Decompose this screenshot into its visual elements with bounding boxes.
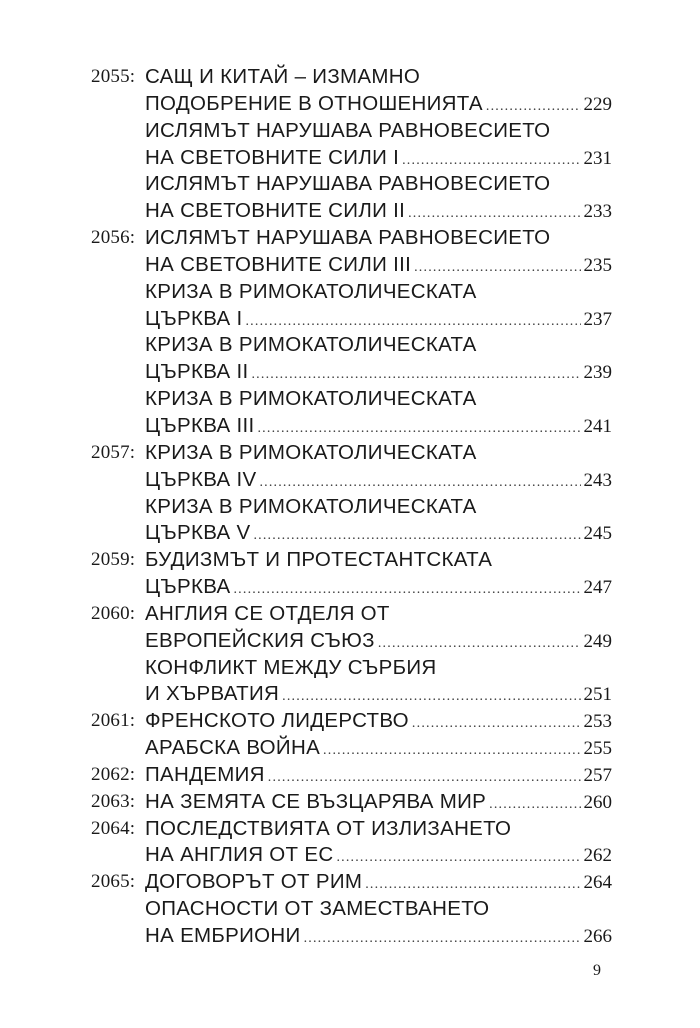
- toc-line: [91, 198, 612, 225]
- toc-title: КОНФЛИКТ МЕЖДУ СЪРБИЯ: [145, 655, 437, 679]
- toc-line: [91, 708, 612, 735]
- toc-page-number: 231: [583, 147, 612, 169]
- toc-line: [91, 628, 612, 655]
- toc-entry: [145, 440, 612, 467]
- toc-line: [91, 145, 612, 172]
- toc-line: [91, 171, 612, 198]
- toc-page-number: 266: [583, 926, 612, 947]
- toc-entry: [145, 735, 612, 765]
- toc-leader-dots: [282, 684, 580, 711]
- toc-page-number: 247: [583, 577, 612, 599]
- toc-entry: [145, 198, 612, 228]
- toc-year: 2064:: [91, 817, 136, 839]
- toc-line: [91, 225, 612, 252]
- toc-year: 2062:: [91, 763, 136, 785]
- toc-entry: [145, 655, 612, 682]
- toc-title: ИСЛЯМЪТ НАРУШАВА РАВНОВЕСИЕТО: [145, 172, 551, 196]
- toc-page-number: 245: [583, 523, 612, 545]
- toc-leader-dots: [336, 845, 580, 872]
- toc-line: [91, 252, 612, 279]
- toc-title: НА ЗЕМЯТА СЕ ВЪЗЦАРЯВА МИР: [145, 789, 487, 813]
- toc-line: [91, 359, 612, 386]
- toc-line: [91, 306, 612, 333]
- toc-line: [91, 279, 612, 306]
- toc-title: НА СВЕТОВНИТЕ СИЛИ II: [145, 199, 406, 223]
- toc-year: 2061:: [91, 710, 136, 732]
- toc-entry: [145, 332, 612, 359]
- toc-leader-dots: [365, 872, 580, 899]
- toc-title: КРИЗА В РИМОКАТОЛИЧЕСКАТА: [145, 333, 477, 357]
- toc-entry: [145, 225, 612, 252]
- toc-entry: [145, 601, 612, 628]
- toc-title: ЦЪРКВА IV: [145, 467, 257, 491]
- toc-title: ЦЪРКВА III: [145, 413, 255, 437]
- toc-line: [91, 413, 612, 440]
- toc-leader-dots: [259, 470, 580, 497]
- toc-page-number: 262: [583, 845, 612, 867]
- toc-entry: [145, 145, 612, 175]
- toc-line: [91, 547, 612, 574]
- toc-title: КРИЗА В РИМОКАТОЛИЧЕСКАТА: [145, 440, 477, 464]
- toc-line: [91, 816, 612, 843]
- toc-line: [91, 789, 612, 816]
- toc-leader-dots: [257, 416, 580, 443]
- page-number: 9: [593, 962, 601, 979]
- toc-title: АРАБСКА ВОЙНА: [145, 736, 321, 760]
- toc-title: НА СВЕТОВНИТЕ СИЛИ I: [145, 145, 400, 169]
- toc-entry: [145, 386, 612, 413]
- toc-line: [91, 118, 612, 145]
- toc-title: АНГЛИЯ СЕ ОТДЕЛЯ ОТ: [145, 601, 390, 625]
- toc-line: [91, 762, 612, 789]
- toc-line: [91, 332, 612, 359]
- toc-title: ДОГОВОРЪТ ОТ РИМ: [145, 870, 363, 894]
- toc-page-number: 229: [583, 93, 612, 115]
- toc-title: КРИЗА В РИМОКАТОЛИЧЕСКАТА: [145, 279, 477, 303]
- toc-entry: [145, 494, 612, 521]
- toc-entry: [145, 869, 612, 899]
- toc-leader-dots: [489, 792, 580, 819]
- table-of-contents: [91, 64, 612, 950]
- toc-leader-dots: [378, 631, 581, 658]
- toc-year: 2055:: [91, 66, 136, 87]
- toc-line: [91, 494, 612, 521]
- toc-year: 2057:: [91, 441, 136, 463]
- toc-entry: [145, 896, 612, 923]
- toc-entry: [145, 118, 612, 145]
- toc-entry: [145, 520, 612, 550]
- toc-leader-dots: [323, 738, 580, 765]
- toc-line: [91, 601, 612, 628]
- toc-entry: [145, 708, 612, 738]
- toc-line: [91, 440, 612, 467]
- toc-entry: [145, 64, 612, 91]
- toc-title: ЦЪРКВА V: [145, 521, 251, 545]
- toc-title: НА АНГЛИЯ ОТ ЕС: [145, 843, 334, 867]
- toc-leader-dots: [304, 926, 581, 953]
- toc-page-number: 260: [583, 791, 612, 813]
- toc-page-number: 249: [583, 630, 612, 652]
- toc-title: ЦЪРКВА I: [145, 306, 243, 330]
- toc-entry: [145, 171, 612, 198]
- toc-year: 2059:: [91, 549, 136, 571]
- toc-entry: [145, 816, 612, 843]
- toc-leader-dots: [245, 309, 580, 336]
- toc-title: НА ЕМБРИОНИ: [145, 924, 301, 947]
- toc-page-number: 251: [583, 684, 612, 706]
- toc-title: ИСЛЯМЪТ НАРУШАВА РАВНОВЕСИЕТО: [145, 118, 551, 142]
- toc-title: ПОДОБРЕНИЕ В ОТНОШЕНИЯТА: [145, 91, 483, 115]
- toc-title: ЦЪРКВА: [145, 575, 231, 599]
- toc-line: [91, 842, 612, 869]
- toc-title: ЦЪРКВА II: [145, 360, 249, 384]
- toc-year: 2065:: [91, 871, 136, 893]
- toc-leader-dots: [268, 765, 581, 792]
- toc-title: ИСЛЯМЪТ НАРУШАВА РАВНОВЕСИЕТО: [145, 226, 551, 250]
- toc-line: [91, 574, 612, 601]
- toc-title: БУДИЗМЪТ И ПРОТЕСТАНТСКАТА: [145, 548, 493, 572]
- toc-page-number: 235: [583, 254, 612, 276]
- toc-title: ПОСЛЕДСТВИЯТА ОТ ИЗЛИЗАНЕТО: [145, 816, 512, 840]
- toc-line: [91, 386, 612, 413]
- toc-title: ФРЕНСКОТО ЛИДЕРСТВО: [145, 709, 409, 733]
- toc-entry: [145, 681, 612, 711]
- toc-title: САЩ И КИТАЙ – ИЗМАМНО: [145, 65, 421, 88]
- toc-title: ПАНДЕМИЯ: [145, 762, 265, 786]
- toc-entry: [145, 467, 612, 497]
- toc-page-number: 255: [583, 738, 612, 760]
- toc-line: [91, 923, 612, 950]
- toc-leader-dots: [486, 94, 581, 121]
- toc-title: НА СВЕТОВНИТЕ СИЛИ III: [145, 252, 412, 276]
- toc-leader-dots: [414, 255, 580, 282]
- toc-entry: [145, 762, 612, 792]
- toc-line: [91, 655, 612, 682]
- toc-page-number: 233: [583, 201, 612, 223]
- toc-page-number: 243: [583, 469, 612, 491]
- toc-entry: [145, 628, 612, 658]
- toc-line: [91, 520, 612, 547]
- toc-entry: [145, 413, 612, 443]
- toc-title: ЕВРОПЕЙСКИЯ СЪЮЗ: [145, 628, 375, 652]
- toc-line: [91, 64, 612, 91]
- toc-entry: [145, 306, 612, 336]
- toc-entry: [145, 359, 612, 389]
- toc-page-number: 237: [583, 308, 612, 330]
- toc-line: [91, 869, 612, 896]
- toc-line: [91, 467, 612, 494]
- toc-leader-dots: [251, 362, 580, 389]
- toc-entry: [145, 842, 612, 872]
- toc-entry: [145, 923, 612, 953]
- toc-page-number: 241: [583, 415, 612, 437]
- toc-entry: [145, 252, 612, 282]
- toc-leader-dots: [412, 711, 581, 738]
- toc-title: ОПАСНОСТИ ОТ ЗАМЕСТВАНЕТО: [145, 897, 490, 921]
- toc-year: 2060:: [91, 602, 136, 624]
- toc-entry: [145, 91, 612, 121]
- toc-page-number: 253: [583, 711, 612, 733]
- toc-title: И ХЪРВАТИЯ: [145, 682, 280, 706]
- toc-title: КРИЗА В РИМОКАТОЛИЧЕСКАТА: [145, 494, 477, 518]
- toc-entry: [145, 547, 612, 574]
- toc-entry: [145, 789, 612, 819]
- toc-leader-dots: [402, 148, 580, 175]
- toc-line: [91, 735, 612, 762]
- toc-year: 2063:: [91, 790, 136, 812]
- toc-line: [91, 681, 612, 708]
- toc-year: 2056:: [91, 227, 136, 249]
- toc-leader-dots: [408, 201, 580, 228]
- toc-title: КРИЗА В РИМОКАТОЛИЧЕСКАТА: [145, 387, 477, 411]
- toc-page-number: 257: [583, 764, 612, 786]
- toc-page-number: 239: [583, 362, 612, 384]
- toc-leader-dots: [253, 523, 580, 550]
- toc-leader-dots: [233, 577, 580, 604]
- toc-entry: [145, 279, 612, 306]
- toc-page-number: 264: [583, 872, 612, 894]
- toc-line: [91, 91, 612, 118]
- toc-entry: [145, 574, 612, 604]
- toc-line: [91, 896, 612, 923]
